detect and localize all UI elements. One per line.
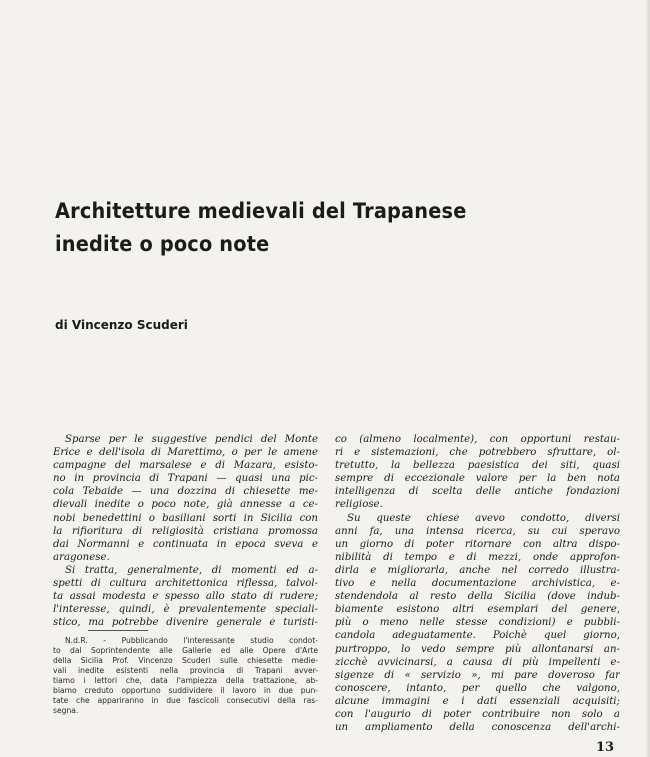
text-line: dai Normanni e continuata in epoca sveva e [53,538,318,550]
footnote-line: vali inedite esistenti nella provincia di Trapani avver- [53,666,318,675]
footnote-divider [88,630,148,631]
text-line: stico, ma potrebbe divenire generale e turisti- [53,617,318,629]
footnote-line: N.d.R. - Pubblicando l'interessante studio condot- [65,636,318,645]
text-line: un ampliamento della conoscenza dell'archi- [335,722,620,734]
article-title [55,195,533,261]
text-line: alcune immagini e i dati essenziali acquisiti; [335,695,620,707]
text-line: spetti di cultura architettonica riflessa, talvol- [53,578,318,590]
scan-edge-shadow [645,0,650,757]
text-line: un giorno di poter ritornare con altra dispo- [335,538,620,550]
text-line: no in provincia di Trapani — quasi una pic- [53,473,318,485]
footnote-line: to dal Soprintendente alle Gallerie ed alle Opere d'Arte [53,646,318,655]
text-line: stendendola al resto della Sicilia (dove indub- [335,591,620,603]
editorial-footnote [53,636,318,716]
article-title-line-1: Architetture medievali del Trapanese [55,199,467,223]
footnote-line: tate che appariranno in due fascicoli consecutivi della ras- [53,696,318,705]
text-line: ta assai modesta e spesso allo stato di rudere; [53,591,318,603]
page-number: 13 [596,740,615,755]
text-line: intelligenza di scelta delle antiche fondazioni [335,486,620,498]
text-line: religiose. [335,499,383,511]
footnote-line: biamo creduto opportuno suddividere il lavoro in due pun- [53,686,318,695]
text-line: sempre di eccezionale valore per la ben nota [335,473,620,485]
text-line: conoscere, intanto, per quello che valgono, [335,682,620,694]
body-column-right [335,433,620,734]
text-line: la rifioritura di religiosità cristiana promossa [53,525,318,537]
text-line: cola Tebaide — una dozzina di chiesette me- [53,486,318,498]
text-line: Si tratta, generalmente, di momenti ed a- [65,564,318,576]
text-line: tivo e nella documentazione archivistica, e- [335,578,620,590]
text-line: dirla e migliorarla, anche nel corredo illustra- [335,564,620,576]
text-line: dievali inedite o poco note, già annesse a ce- [53,499,318,511]
text-line: Erice e dell'isola di Marettimo, o per le amene [53,447,318,459]
text-line: campagne del marsalese e di Mazara, esisto- [53,460,318,472]
text-line: nibilità di tempo e di mezzi, onde approfon- [335,551,620,563]
footnote-line: della Sicilia Prof. Vincenzo Scuderi sulle chiesette medie- [53,656,318,665]
text-line: Sparse per le suggestive pendici del Monte [65,434,318,445]
text-line: tretutto, la bellezza paesistica dei siti, quasi [335,460,620,472]
text-line: co (almeno localmente), con opportuni restau- [335,434,620,445]
text-line: ri e sistemazioni, che potrebbero sfruttare, ol- [335,447,620,459]
text-line: Su queste chiese avevo condotto, diversi [347,512,620,524]
text-line: più o meno nelle stesse condizioni) e pubbli- [335,617,620,629]
article-author: di Vincenzo Scuderi [55,318,188,332]
body-column-left [53,433,318,629]
text-line: biamente esistono altri esemplari del genere, [335,604,620,616]
text-line: anni fa, una intensa ricerca, su cui speravo [335,525,620,537]
text-line: zicchè avvicinarsi, a causa di più impellenti e- [335,656,620,668]
text-line: con l'augurio di poter contribuire non solo a [335,708,620,720]
article-title-line-2: inedite o poco note [55,232,270,256]
text-line: sigenze di « servizio », mi pare doveroso far [335,669,620,681]
footnote-line: segna. [53,706,79,715]
text-line: aragonese. [53,551,110,563]
text-line: purtroppo, lo vedo sempre più allontanarsi an- [335,643,620,655]
text-line: l'interesse, quindi, è prevalentemente speciali- [53,604,318,616]
text-line: candola adeguatamente. Poichè quel giorno, [335,630,620,642]
text-line: nobi benedettini o basiliani sorti in Sicilia con [53,512,318,524]
footnote-line: tiamo i lettori che, data l'ampiezza della trattazione, ab- [53,676,318,685]
